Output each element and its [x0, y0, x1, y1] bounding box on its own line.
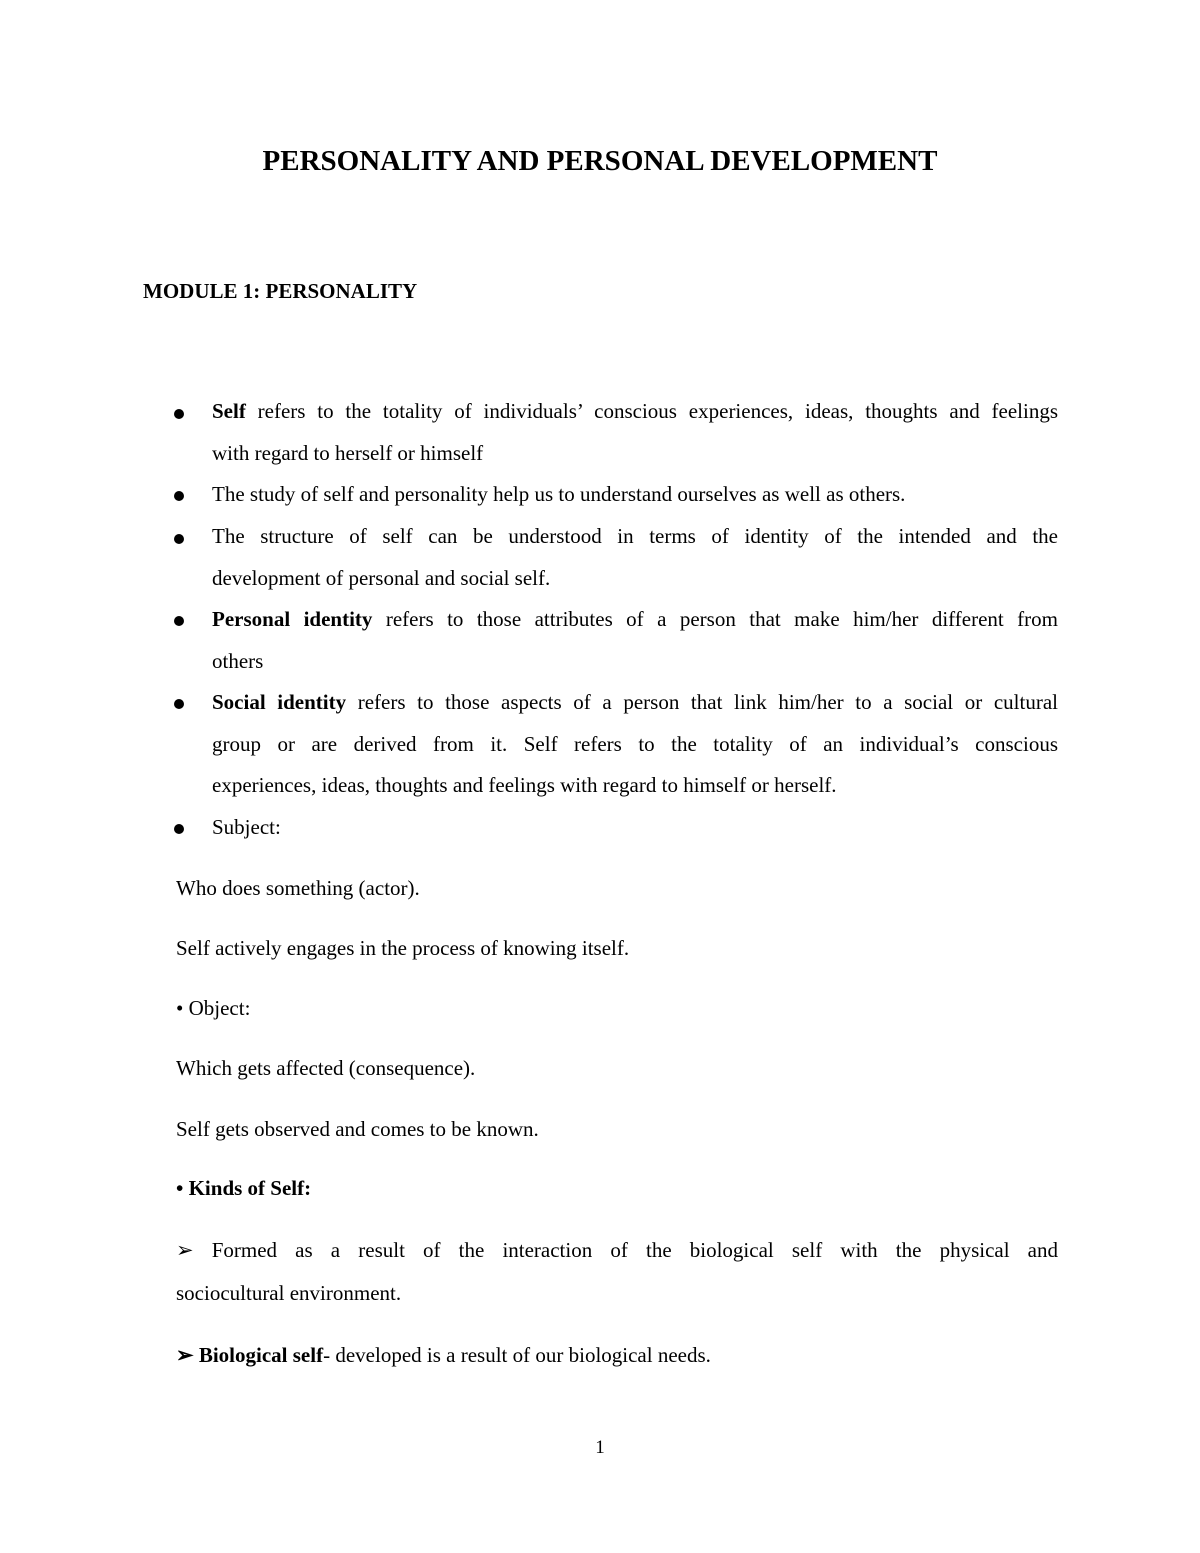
- biological-self-text: - developed is a result of our biological needs.: [323, 1343, 711, 1367]
- bullet-dot: [174, 409, 184, 419]
- bullet-6-line-1: Subject:: [212, 815, 281, 839]
- paragraph-biological-self: [176, 1342, 711, 1368]
- bullet-dot: [174, 616, 184, 626]
- term-social-identity: Social identity: [212, 690, 347, 714]
- term-biological-self: ➢ Biological self: [176, 1343, 324, 1367]
- bullet-dot: [174, 491, 184, 501]
- paragraph-formed-line-2: sociocultural environment.: [176, 1281, 402, 1305]
- paragraph-formed-line-1: ➢ Formed as a result of the interaction of the biological self with the physical and: [176, 1238, 1058, 1262]
- paragraph-subject-detail: Self actively engages in the process of knowing itself.: [176, 936, 630, 960]
- bullet-2-line-1: The study of self and personality help us to understand ourselves as well as others.: [212, 482, 906, 506]
- paragraph-subject-definition: Who does something (actor).: [176, 876, 420, 900]
- document-title: PERSONALITY AND PERSONAL DEVELOPMENT: [262, 145, 938, 177]
- bullet-3-line-2: development of personal and social self.: [212, 566, 551, 590]
- bullet-4-line-1: [212, 606, 1058, 632]
- bullet-4-text: refers to those attributes of a person that make him/her different from: [372, 607, 1058, 631]
- paragraph-object-heading: • Object:: [176, 996, 251, 1020]
- bullet-5-line-3: experiences, ideas, thoughts and feelings with regard to himself or herself.: [212, 773, 837, 797]
- term-personal-identity: Personal identity: [212, 607, 373, 631]
- bullet-dot: [174, 824, 184, 834]
- bullet-1-line-2: with regard to herself or himself: [212, 441, 484, 465]
- bullet-3-line-1: The structure of self can be understood in terms of identity of the intended and the: [212, 524, 1058, 548]
- bullet-1-text: refers to the totality of individuals’ conscious experiences, ideas, thoughts and feelings: [245, 399, 1058, 423]
- paragraph-object-definition: Which gets affected (consequence).: [176, 1056, 476, 1080]
- bullet-5-line-1: [212, 689, 1058, 715]
- bullet-4-line-2: others: [212, 649, 264, 673]
- bullet-5-text: refers to those aspects of a person that link him/her to a social or cultural: [346, 690, 1058, 714]
- page-number: 1: [595, 1437, 605, 1458]
- paragraph-kinds-of-self-heading: • Kinds of Self:: [176, 1176, 312, 1200]
- module-heading: MODULE 1: PERSONALITY: [143, 279, 418, 303]
- bullet-dot: [174, 699, 184, 709]
- term-self: Self: [212, 399, 246, 423]
- paragraph-object-detail: Self gets observed and comes to be known.: [176, 1117, 539, 1141]
- bullet-5-line-2: group or are derived from it. Self refers to the totality of an individual’s conscious: [212, 732, 1058, 756]
- bullet-1-line-1: [212, 398, 1058, 424]
- bullet-dot: [174, 534, 184, 544]
